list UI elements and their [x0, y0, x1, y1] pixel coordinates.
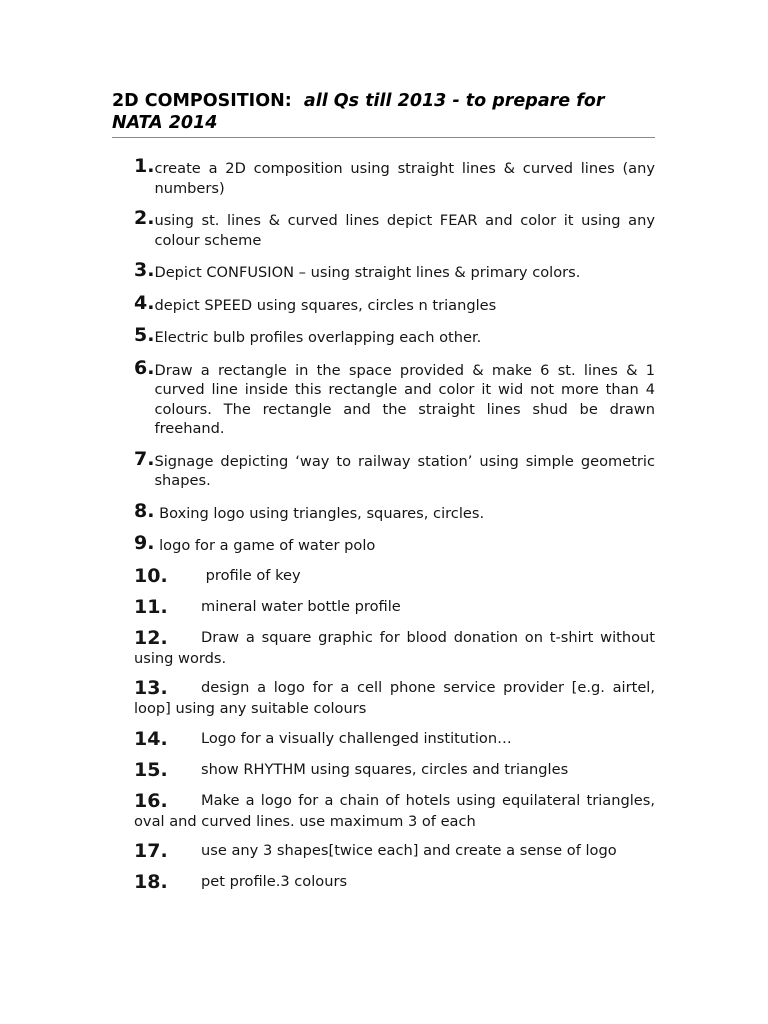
item-text: Depict CONFUSION – using straight lines & primary colors.	[154, 264, 581, 281]
item-text: depict SPEED using squares, circles n triangles	[154, 296, 497, 314]
list-item	[134, 729, 655, 750]
item-number: 7.	[134, 447, 155, 470]
list-item	[134, 501, 655, 524]
item-text: Draw a rectangle in the space provided & make 6 st. lines & 1 curved line inside this rectangle and color it wid not more than 4 colours. The rectangle and the straight lines shud be drawn freehand.	[154, 361, 655, 437]
item-text: Draw a square graphic for blood donation on t-shirt without using words.	[134, 628, 655, 667]
list-item	[134, 358, 655, 439]
item-number: 5.	[134, 324, 155, 346]
list-item	[134, 293, 655, 316]
item-number: 11.	[134, 595, 168, 618]
document-page	[112, 90, 655, 903]
item-text: use any 3 shapes[twice each] and create a sense of logo	[201, 842, 617, 859]
title-subtitle: all Qs till 2013 - to prepare for NATA 2014	[112, 91, 605, 133]
item-number: 8.	[134, 499, 155, 522]
list-item	[134, 760, 655, 781]
item-number: 4.	[134, 291, 155, 314]
item-text: Electric bulb profiles overlapping each other.	[154, 329, 482, 346]
item-number: 15.	[134, 758, 168, 781]
item-text: Signage depicting ‘way to railway station’ using simple geometric shapes.	[154, 452, 655, 489]
item-number: 1.	[134, 155, 155, 177]
item-number: 16.	[134, 789, 168, 812]
item-text: profile of key	[201, 566, 301, 584]
list-item	[134, 260, 655, 283]
list-item	[134, 449, 655, 491]
item-number: 6.	[134, 356, 155, 379]
item-number: 13.	[134, 677, 168, 699]
list-item	[134, 628, 655, 669]
item-text: Make a logo for a chain of hotels using equilateral triangles, oval and curved lines. use maximum 3 of each	[134, 791, 655, 830]
item-number: 14.	[134, 727, 168, 750]
list-item	[134, 208, 655, 250]
item-text: mineral water bottle profile	[201, 597, 401, 615]
item-number: 9.	[134, 532, 155, 554]
item-number: 2.	[134, 207, 155, 229]
item-text: Boxing logo using triangles, squares, circles.	[154, 504, 485, 522]
item-text: logo for a game of water polo	[154, 537, 376, 554]
item-text: using st. lines & curved lines depict FEAR and color it using any colour scheme	[154, 212, 655, 249]
list-item	[134, 566, 655, 587]
item-number: 12.	[134, 626, 168, 649]
question-list	[112, 156, 655, 893]
list-item	[134, 872, 655, 893]
item-number: 17.	[134, 840, 168, 862]
item-text: create a 2D composition using straight lines & curved lines (any numbers)	[154, 160, 655, 197]
page-title	[112, 90, 655, 134]
list-item	[134, 597, 655, 618]
item-text: show RHYTHM using squares, circles and triangles	[201, 760, 569, 778]
item-number: 18.	[134, 871, 168, 893]
item-number: 10.	[134, 564, 168, 587]
list-item	[134, 533, 655, 556]
item-number: 3.	[134, 259, 155, 281]
list-item	[134, 325, 655, 348]
list-item	[134, 678, 655, 719]
title-divider	[112, 137, 655, 138]
list-item	[134, 156, 655, 198]
title-main: 2D COMPOSITION:	[112, 91, 292, 111]
item-text: Logo for a visually challenged institution…	[201, 729, 512, 747]
list-item	[134, 841, 655, 862]
list-item	[134, 791, 655, 832]
item-text: design a logo for a cell phone service provider [e.g. airtel, loop] using any suitable colours	[134, 679, 655, 717]
item-text: pet profile.3 colours	[201, 873, 348, 890]
